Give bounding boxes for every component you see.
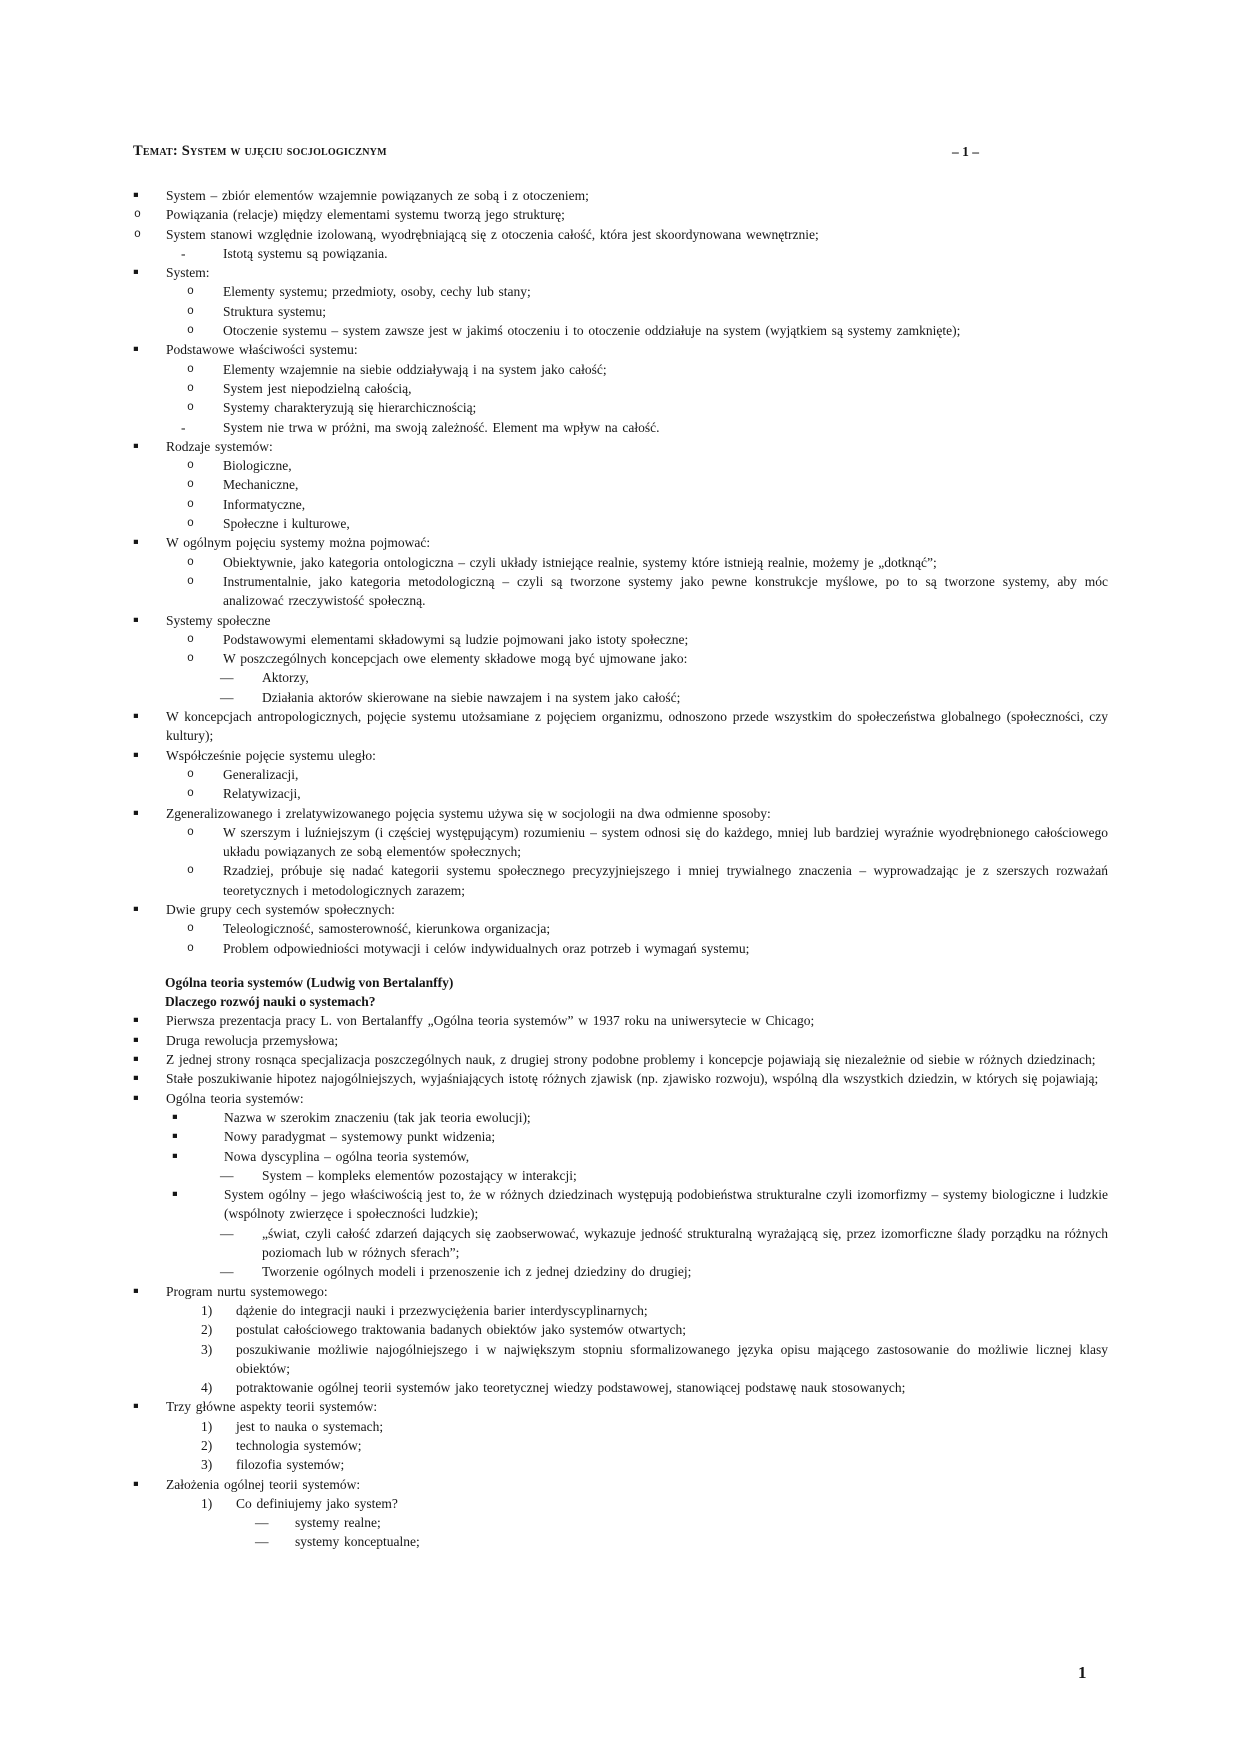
square-bullet-marker: ▪	[133, 1401, 139, 1412]
list-item-text: Aktorzy,	[262, 670, 309, 686]
list-item-text: poszukiwanie możliwie najogólniejszego i w największym stopniu sformalizowanego języka opisu mającego zastosowanie do możliwie licznej klasy obiektów;	[236, 1341, 1108, 1376]
square-bullet-marker: ▪	[133, 344, 139, 355]
list-item-text: Współcześnie pojęcie systemu uległo:	[166, 747, 376, 763]
list-item-text: dążenie do integracji nauki i przezwyciężenia barier interdyscyplinarnych;	[236, 1302, 648, 1318]
list-item	[133, 611, 1108, 630]
list-item	[133, 1320, 1108, 1339]
document-title: Temat: System w ujęciu socjologicznym	[133, 143, 387, 159]
dash-bullet-marker: —	[220, 689, 234, 705]
list-item	[133, 1147, 1108, 1166]
square-bullet-marker: ▪	[133, 749, 139, 760]
list-item-text: Systemy charakteryzują się hierarchicznością;	[223, 400, 477, 416]
circle-bullet-marker: o	[187, 922, 194, 936]
list-item-text: System – zbiór elementów wzajemnie powiązanych ze sobą i z otoczeniem;	[166, 188, 589, 203]
list-item-text: Obiektywnie, jako kategoria ontologiczna – czyli układy istniejące realnie, systemy które istnieją realnie, możemy je „dotknąć”;	[223, 554, 937, 570]
list-item-text: Generalizacji,	[223, 766, 299, 782]
list-item-text: W koncepcjach antropologicznych, pojęcie systemu utożsamiane z pojęciem organizmu, odnoszono przede wszystkim do społeczeństwa globalnego (społeczności, czy kultury);	[166, 709, 1108, 744]
list-item	[133, 321, 1108, 340]
square-bullet-marker: ▪	[133, 1015, 139, 1026]
list-item	[133, 379, 1108, 398]
square-bullet-marker: ▪	[133, 1073, 139, 1084]
dash-bullet-marker: —	[255, 1534, 269, 1550]
list-item-text: Społeczne i kulturowe,	[223, 516, 350, 532]
list-item-text: Rzadziej, próbuje się nadać kategorii systemu społecznego precyzyjniejszego i mniej trywialnego znaczenia – wyprowadzając je z szerszych rozważań teoretycznych i metodologicznych zarazem;	[223, 863, 1108, 898]
square-bullet-marker: ▪	[133, 1054, 139, 1065]
circle-bullet-marker: o	[187, 362, 194, 376]
circle-bullet-marker: o	[187, 459, 194, 473]
circle-bullet-marker: o	[187, 632, 194, 646]
list-item	[133, 418, 1108, 437]
list-item	[133, 1050, 1108, 1069]
list-item	[133, 823, 1108, 862]
number-marker: 2)	[201, 1438, 213, 1453]
list-item-text: Pierwsza prezentacja pracy L. von Bertalanffy „Ogólna teoria systemów” w 1937 roku na uniwersytecie w Chicago;	[166, 1013, 815, 1029]
list-item	[133, 1166, 1108, 1185]
square-bullet-marker: ▪	[172, 1131, 178, 1142]
footer-page-number: 1	[1078, 1663, 1087, 1682]
list-item-text: systemy realne;	[295, 1515, 381, 1531]
circle-bullet-marker: o	[187, 497, 194, 511]
list-item	[133, 1532, 1108, 1551]
list-item-text: Biologiczne,	[223, 458, 292, 474]
header-page-marker: – 1 –	[952, 144, 979, 159]
list-item-text: Problem odpowiedniości motywacji i celów indywidualnych oraz potrzeb i wymagań systemu;	[223, 940, 750, 956]
list-item-text: Ogólna teoria systemów:	[166, 1090, 304, 1106]
list-item-text: W poszczególnych koncepcjach owe elementy składowe mogą być ujmowane jako:	[223, 651, 688, 667]
list-item	[133, 746, 1108, 765]
list-item-text: System ogólny – jego właściwością jest to, że w różnych dziedzinach występują podobieństwa strukturalne czyli izomorfizmy – systemy biologiczne i ludzkie (wspólnoty zwierzęce i społeczności ludzkie);	[224, 1187, 1108, 1222]
list-item-text: Elementy systemu; przedmioty, osoby, cechy lub stany;	[223, 284, 531, 300]
list-item	[133, 1108, 1108, 1127]
list-item	[133, 668, 1108, 687]
square-bullet-marker: ▪	[133, 1285, 139, 1296]
list-item-text: systemy konceptualne;	[295, 1534, 420, 1550]
list-item	[133, 360, 1108, 379]
list-item-text: Założenia ogólnej teorii systemów:	[166, 1476, 361, 1492]
list-item	[133, 398, 1108, 417]
list-item	[133, 340, 1108, 359]
list-item-text: Stałe poszukiwanie hipotez najogólniejszych, wyjaśniających istotę różnych zjawisk (np. zjawisko rozwoju), wspólną dla wszystkich dziedzin, w których się pojawiają;	[166, 1071, 1099, 1087]
list-item-text: Nowa dyscyplina – ogólna teoria systemów,	[224, 1148, 470, 1164]
list-item	[133, 1513, 1108, 1532]
dash-bullet-marker: —	[220, 1167, 234, 1183]
list-item-text: System stanowi względnie izolowaną, wyodrębniającą się z otoczenia całość, która jest skoordynowana wewnętrznie;	[166, 226, 819, 242]
square-bullet-marker: ▪	[133, 1092, 139, 1103]
dash-bullet-marker: —	[255, 1515, 269, 1531]
list-item	[133, 630, 1108, 649]
list-item-text: filozofia systemów;	[236, 1457, 345, 1473]
square-bullet-marker: ▪	[172, 1189, 178, 1200]
list-item	[133, 1089, 1108, 1108]
number-marker: 1)	[201, 1495, 213, 1511]
square-bullet-marker: ▪	[133, 903, 139, 914]
list-item-text: System – kompleks elementów pozostający w interakcji;	[262, 1167, 577, 1183]
list-item	[133, 1011, 1108, 1030]
list-item-text: System nie trwa w próżni, ma swoją zależność. Element ma wpływ na całość.	[223, 419, 660, 435]
list-item	[133, 225, 1108, 244]
section-heading: Ogólna teoria systemów (Ludwig von Bertalanffy)	[165, 974, 454, 990]
square-bullet-marker: ▪	[133, 1034, 139, 1045]
list-item-text: Nowy paradygmat – systemowy punkt widzenia;	[224, 1129, 496, 1145]
list-item-text: Tworzenie ogólnych modeli i przenoszenie ich z jednej dziedziny do drugiej;	[262, 1264, 692, 1280]
number-marker: 3)	[201, 1341, 213, 1357]
list-item	[133, 919, 1108, 938]
dash-bullet-marker: -	[181, 245, 186, 261]
number-marker: 4)	[201, 1380, 213, 1396]
circle-bullet-marker: o	[187, 401, 194, 415]
list-item	[133, 514, 1108, 533]
list-item	[133, 475, 1108, 494]
square-bullet-marker: ▪	[133, 440, 139, 451]
list-item-text: Systemy społeczne	[166, 612, 271, 628]
square-bullet-marker: ▪	[133, 190, 139, 200]
list-item	[133, 302, 1108, 321]
circle-bullet-marker: o	[187, 574, 194, 588]
dash-bullet-marker: —	[220, 1225, 234, 1241]
number-marker: 3)	[201, 1457, 213, 1473]
list-item	[133, 263, 1108, 282]
list-item	[133, 495, 1108, 514]
circle-bullet-marker: o	[187, 381, 194, 395]
circle-bullet-marker: o	[187, 864, 194, 878]
list-item	[133, 707, 1108, 746]
circle-bullet-marker: o	[187, 652, 194, 666]
list-item	[133, 1436, 1108, 1455]
list-item	[133, 186, 1108, 205]
number-marker: 1)	[201, 1418, 213, 1434]
list-item-text: „świat, czyli całość zdarzeń dających się zaobserwować, wykazuje jedność strukturalną wyrażającą się, przez izomorficzne ślady porządku na różnych poziomach lub w różnych sferach”;	[262, 1225, 1108, 1261]
square-bullet-marker: ▪	[133, 807, 139, 818]
list-item-text: Struktura systemu;	[223, 303, 326, 319]
circle-bullet-marker: o	[187, 825, 194, 839]
list-item	[133, 861, 1108, 900]
list-item-text: Podstawowe właściwości systemu:	[166, 342, 358, 358]
list-item-text: Informatyczne,	[223, 496, 306, 512]
circle-bullet-marker: o	[187, 767, 194, 781]
list-item	[133, 1494, 1108, 1513]
list-item-text: Program nurtu systemowego:	[166, 1283, 328, 1299]
list-item	[133, 244, 1108, 263]
circle-bullet-marker: o	[187, 941, 194, 955]
list-item	[133, 1185, 1108, 1224]
list-item	[133, 1031, 1108, 1050]
list-item	[133, 205, 1108, 224]
list-item	[133, 1301, 1108, 1320]
list-item-text: technologia systemów;	[236, 1438, 362, 1453]
circle-bullet-marker: o	[187, 555, 194, 569]
list-item-text: W szerszym i luźniejszym (i częściej występującym) rozumieniu – system odnosi się do każdego, mniej lub bardziej wyraźnie wyodrębnionego całościowego układu powiązanych ze sobą elementów społecznych;	[223, 824, 1108, 860]
list-item	[133, 900, 1108, 919]
list-item-text: postulat całościowego traktowania badanych obiektów jako systemów otwartych;	[236, 1322, 686, 1338]
list-item	[133, 1378, 1108, 1397]
list-item-text: Nazwa w szerokim znaczeniu (tak jak teoria ewolucji);	[224, 1109, 531, 1125]
number-marker: 1)	[201, 1302, 213, 1318]
list-item	[133, 456, 1108, 475]
square-bullet-marker: ▪	[172, 1150, 178, 1161]
list-item-text: Mechaniczne,	[223, 477, 299, 493]
circle-bullet-marker: o	[187, 285, 194, 299]
square-bullet-marker: ▪	[133, 614, 139, 625]
list-item-text: Działania aktorów skierowane na siebie nawzajem i na system jako całość;	[262, 689, 681, 705]
list-item	[133, 553, 1108, 572]
number-marker: 2)	[201, 1322, 213, 1338]
list-item-text: Dwie grupy cech systemów społecznych:	[166, 901, 395, 917]
list-item-text: Teleologiczność, samosterowność, kierunkowa organizacja;	[223, 921, 551, 937]
list-item	[133, 765, 1108, 784]
list-item	[133, 1475, 1108, 1494]
list-item-text: System:	[166, 265, 210, 281]
square-bullet-marker: ▪	[133, 267, 139, 278]
dash-bullet-marker: -	[181, 419, 186, 435]
section-heading: Dlaczego rozwój nauki o systemach?	[165, 994, 376, 1010]
list-item-text: Z jednej strony rosnąca specjalizacja poszczególnych nauk, z drugiej strony podobne problemy i koncepcje pojawiają się niezależnie od siebie w różnych dziedzinach;	[166, 1052, 1096, 1068]
notes-list	[133, 186, 1108, 1552]
list-item-text: System jest niepodzielną całością,	[223, 380, 412, 396]
list-item-text: Instrumentalnie, jako kategoria metodologiczną – czyli są tworzone systemy jako pewne konstrukcje myślowe, po to są tworzone systemy, aby móc analizować rzeczywistość społeczną.	[223, 573, 1108, 609]
list-item-text: W ogólnym pojęciu systemy można pojmować:	[166, 535, 431, 551]
list-item	[133, 939, 1108, 958]
list-item	[133, 282, 1108, 301]
list-item-text: Co definiujemy jako system?	[236, 1495, 398, 1511]
list-item-text: jest to nauka o systemach;	[236, 1418, 384, 1434]
list-item	[133, 1455, 1108, 1474]
list-item-text: Druga rewolucja przemysłowa;	[166, 1032, 339, 1048]
list-item-text: potraktowanie ogólnej teorii systemów jako teoretycznej wiedzy podstawowej, stanowiącej podstawę nauk stosowanych;	[236, 1380, 906, 1396]
list-item	[133, 804, 1108, 823]
list-item-text: Istotą systemu są powiązania.	[223, 245, 388, 261]
dash-bullet-marker: —	[220, 1264, 234, 1280]
list-item	[133, 1069, 1108, 1088]
list-item	[133, 784, 1108, 803]
square-bullet-marker: ▪	[133, 537, 139, 548]
list-item-text: Relatywizacji,	[223, 786, 301, 802]
list-item	[133, 1127, 1108, 1146]
list-item-text: Podstawowymi elementami składowymi są ludzie pojmowani jako istoty społeczne;	[223, 631, 689, 647]
list-item-text: Rodzaje systemów:	[166, 438, 273, 454]
square-bullet-marker: ▪	[133, 1478, 139, 1489]
list-item-text: Otoczenie systemu – system zawsze jest w jakimś otoczeniu i to otoczenie oddziałuje na system (wyjątkiem są systemy zamknięte);	[223, 323, 961, 339]
circle-bullet-marker: o	[187, 304, 194, 318]
list-item	[133, 572, 1108, 611]
circle-bullet-marker: o	[134, 208, 141, 222]
list-item-text: Zgeneralizowanego i zrelatywizowanego pojęcia systemu używa się w socjologii na dwa odmienne sposoby:	[166, 805, 771, 821]
list-item	[133, 1417, 1108, 1436]
square-bullet-marker: ▪	[172, 1111, 178, 1122]
dash-bullet-marker: —	[220, 670, 234, 686]
list-item-text: Powiązania (relacje) między elementami systemu tworzą jego strukturę;	[166, 207, 565, 223]
list-item	[133, 1397, 1108, 1416]
list-item	[133, 649, 1108, 668]
circle-bullet-marker: o	[187, 324, 194, 338]
square-bullet-marker: ▪	[133, 711, 139, 722]
list-item	[133, 688, 1108, 707]
list-item	[133, 533, 1108, 552]
circle-bullet-marker: o	[187, 517, 194, 531]
circle-bullet-marker: o	[187, 478, 194, 492]
circle-bullet-marker: o	[187, 787, 194, 801]
list-item-text: Trzy główne aspekty teorii systemów:	[166, 1399, 378, 1415]
list-item	[133, 1224, 1108, 1263]
list-item	[133, 437, 1108, 456]
list-item	[133, 1340, 1108, 1379]
list-item-text: Elementy wzajemnie na siebie oddziaływają i na system jako całość;	[223, 361, 607, 377]
list-item	[133, 1282, 1108, 1301]
list-item	[133, 1262, 1108, 1281]
circle-bullet-marker: o	[134, 227, 141, 241]
